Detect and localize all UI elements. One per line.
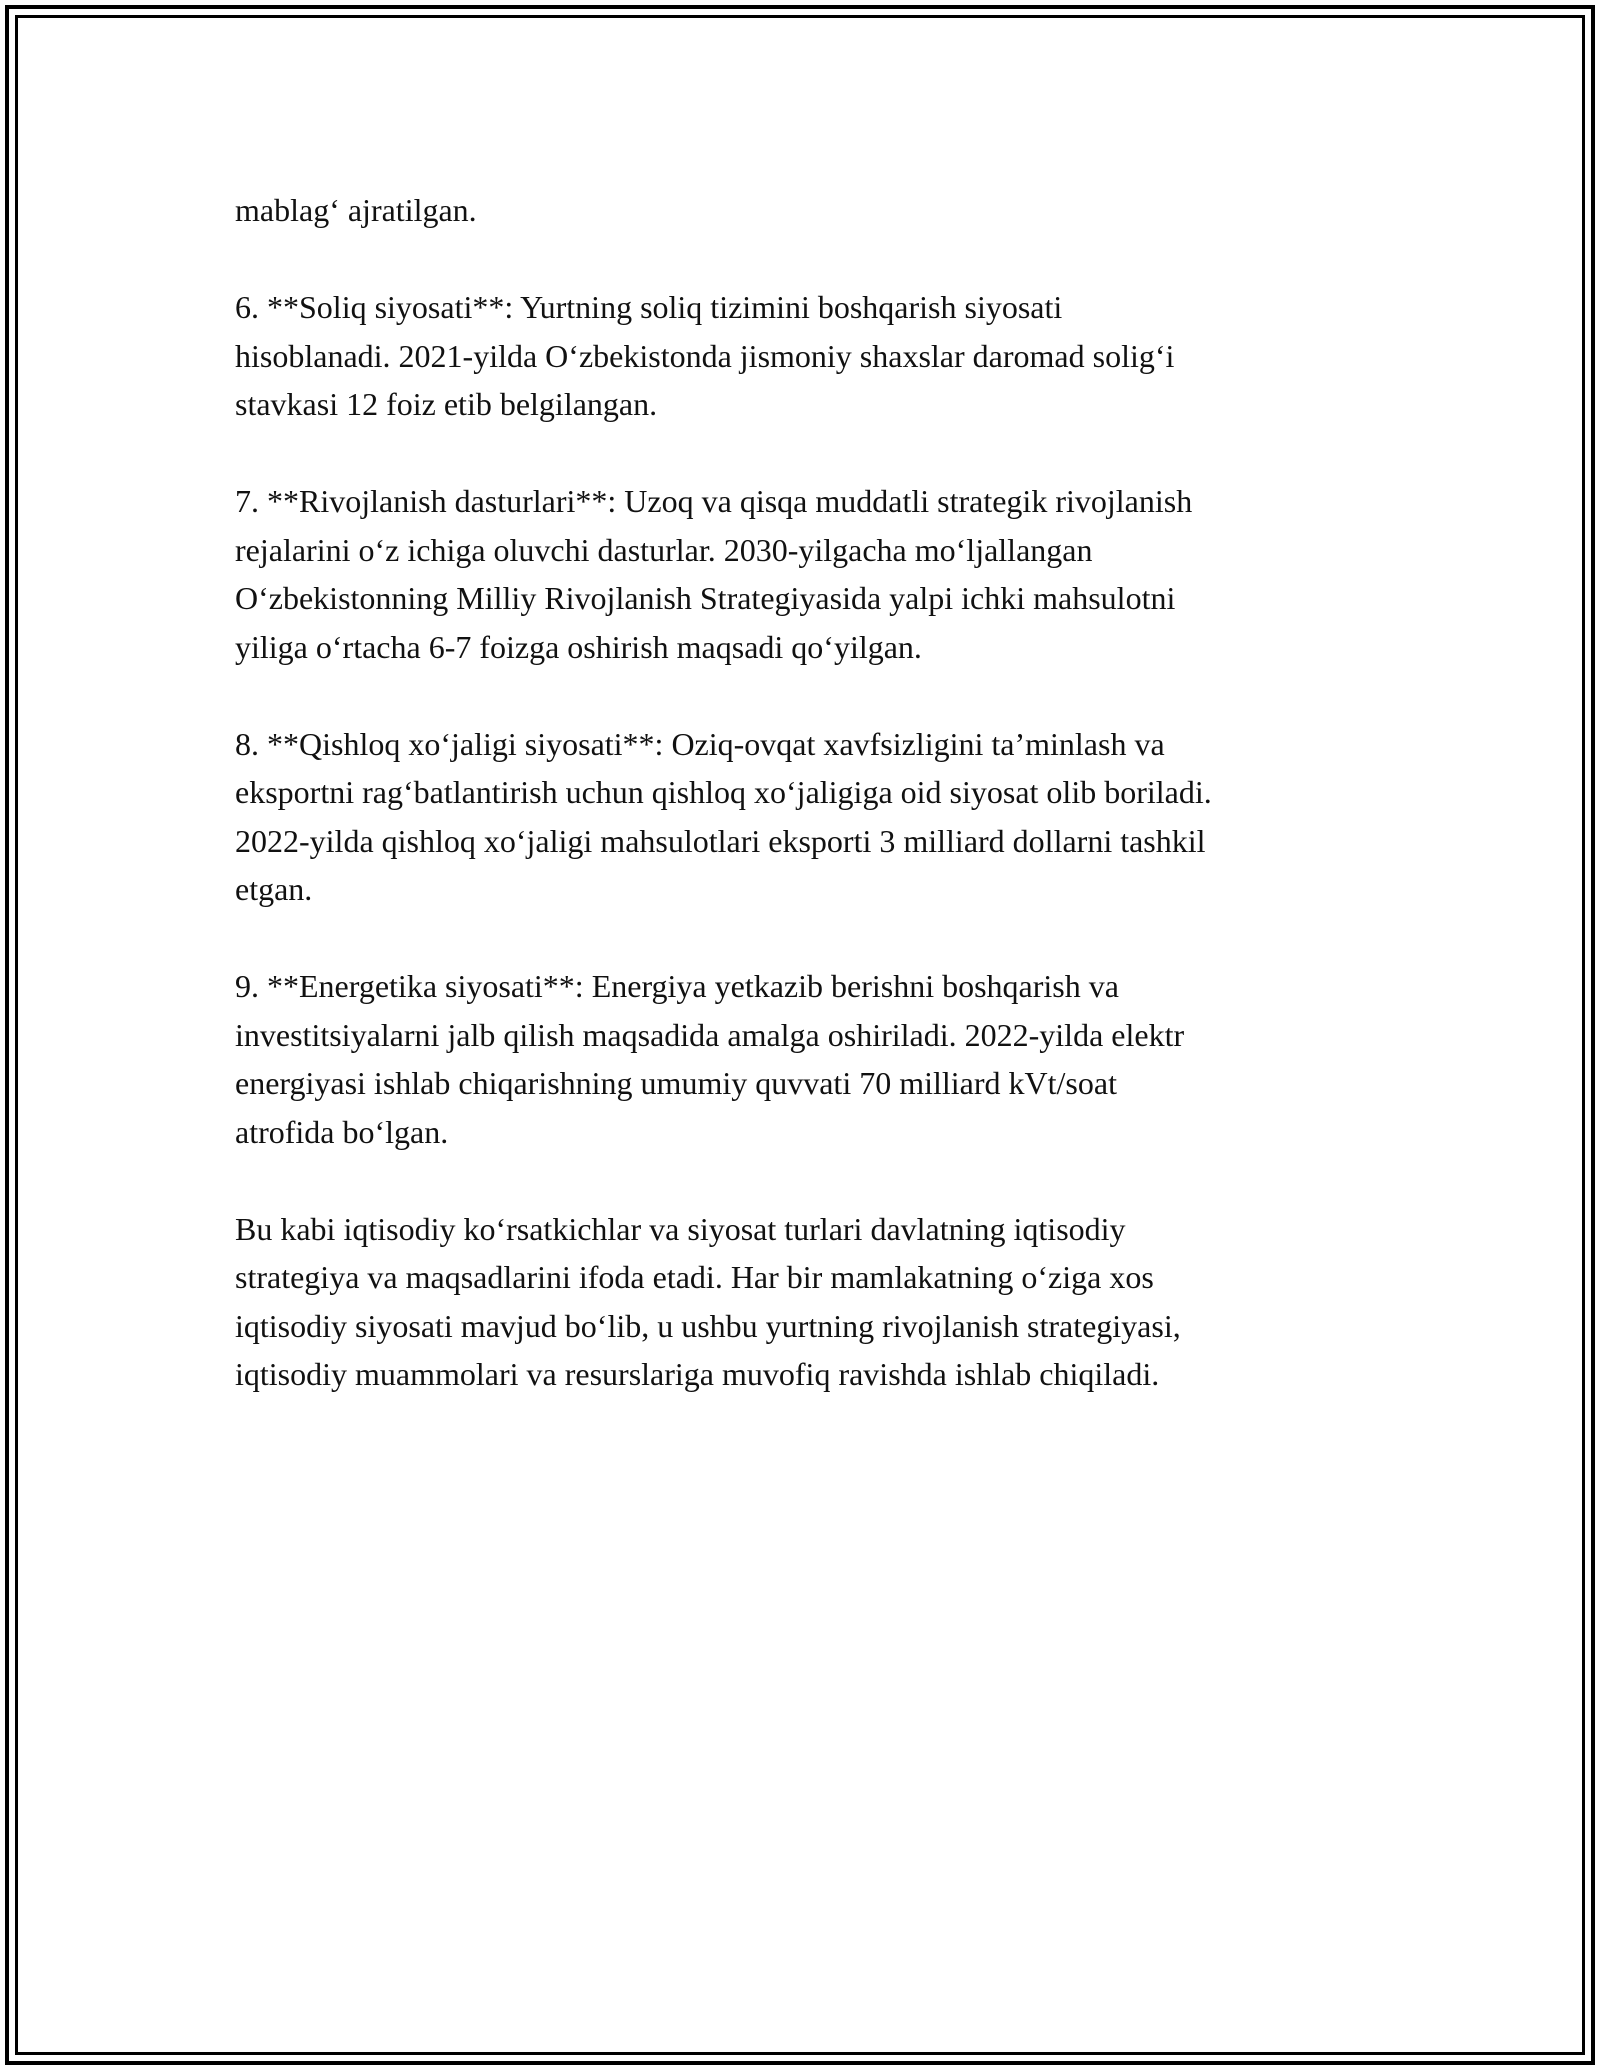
- paragraph-agriculture-policy: 8. **Qishloq xo‘jaligi siyosati**: Oziq-ovqat xavfsizligini ta’minlash va eksportni rag‘batlantirish uchun qishloq xo‘jaligiga oid siyosat olib boriladi. 2022-yilda qishloq xo‘jaligi mahsulotlari eksporti 3 milliard dollarni tashkil etgan.: [235, 725, 1212, 907]
- paragraph-continuation: mablag‘ ajratilgan.: [235, 192, 477, 228]
- paragraph-conclusion: Bu kabi iqtisodiy ko‘rsatkichlar va siyosat turlari davlatning iqtisodiy strategiya va maqsadlarini ifoda etadi. Har bir mamlakatning o‘ziga xos iqtisodiy siyosati mavjud bo‘lib, u ushbu yurtning rivojlanish strategiyasi, iqtisodiy muammolari va resurslariga muvofiq ravishda ishlab chiqiladi.: [235, 1210, 1181, 1392]
- paragraph-development-programs: 7. **Rivojlanish dasturlari**: Uzoq va qisqa muddatli strategik rivojlanish rejalarini o‘z ichiga oluvchi dasturlar. 2030-yilgacha mo‘ljallangan O‘zbekistonning Milliy Rivojlanish Strategiyasida yalpi ichki mahsulotni yiliga o‘rtacha 6-7 foizga oshirish maqsadi qo‘yilgan.: [235, 483, 1193, 665]
- paragraph-tax-policy: 6. **Soliq siyosati**: Yurtning soliq tizimini boshqarish siyosati hisoblanadi. 2021-yilda O‘zbekistonda jismoniy shaxslar daromad solig‘i stavkasi 12 foiz etib belgilangan.: [235, 289, 1175, 422]
- paragraph-energy-policy: 9. **Energetika siyosati**: Energiya yetkazib berishni boshqarish va investitsiyalarni jalb qilish maqsadida amalga oshiriladi. 2022-yilda elektr energiyasi ishlab chiqarishning umumiy quvvati 70 milliard kVt/soat atrofida bo‘lgan.: [235, 968, 1185, 1150]
- document-body: [235, 186, 1365, 1447]
